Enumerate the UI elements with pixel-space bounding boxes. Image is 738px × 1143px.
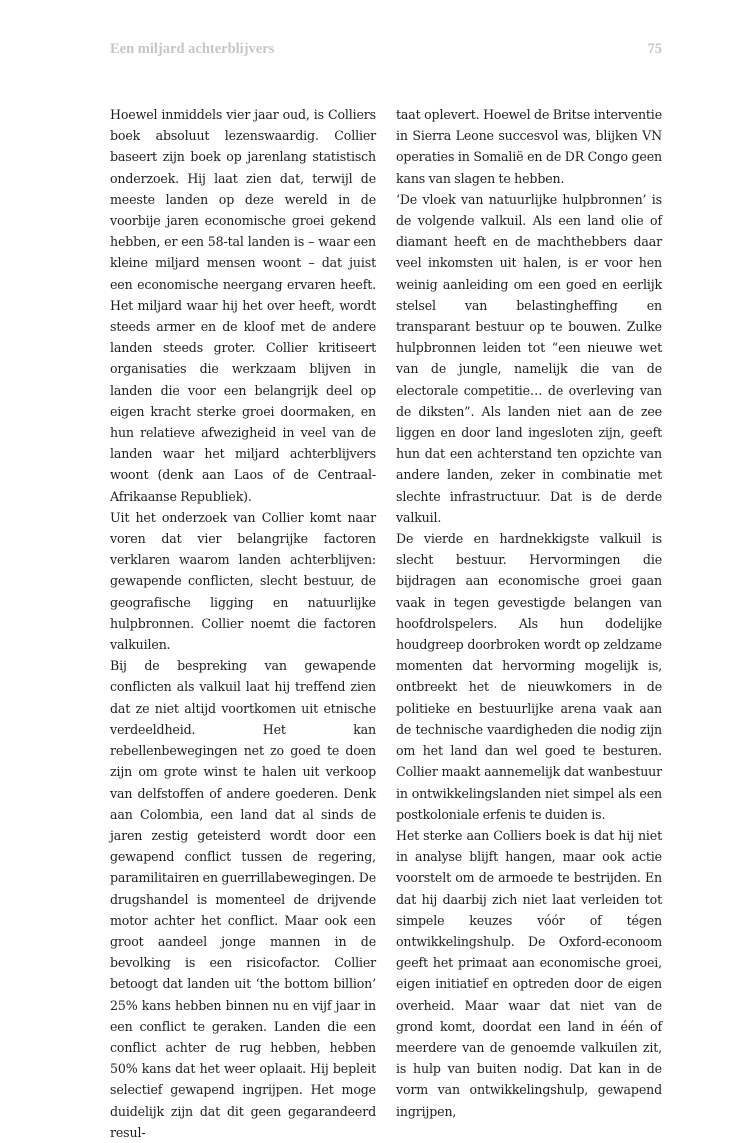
left-column bbox=[110, 104, 376, 1143]
paragraph: Uit het onderzoek van Collier komt naar voren dat vier belangrijke factoren verklaren waarom landen achterblijven: gewapende conflicten, slecht bestuur, de geografische ligging en natuurlijke hulpbronnen. Collier noemt die factoren valkuilen. bbox=[110, 509, 376, 653]
running-title: Een miljard achterblijvers bbox=[110, 41, 275, 57]
running-header bbox=[110, 41, 662, 63]
paragraph: Het sterke aan Colliers boek is dat hij niet in analyse blijft hangen, maar ook actie voorstelt om de armoede te bestrijden. En dat hij daarbij zich niet laat verleiden tot simpele keuzes vóór of tégen ontwikkelingshulp. De Oxford-econoom geeft het primaat aan economische groei, eigen initiatief en optreden door de eigen overheid. Maar waar dat niet van de grond komt, doordat een land in één of meerdere van de genoemde valkuilen zit, is hulp van buiten nodig. Dat kan in de vorm van ontwikkelingshulp, gewapend ingrijpen, bbox=[396, 827, 662, 1119]
paragraph: Bij de bespreking van gewapende conflicten als valkuil laat hij treffend zien dat ze niet altijd voortkomen uit etnische verdeeldheid. Het kan rebellenbewegingen net zo goed te doen zijn om grote winst te halen uit verkoop van delfstoffen of andere goederen. Denk aan Colombia, een land dat al sinds de jaren zestig geteisterd wordt door een gewapend conflict tussen de regering, paramilitairen en guerrillabewegingen. De drugshandel is momenteel de drijvende motor achter het conflict. Maar ook een groot aandeel jonge mannen in de bevolking is een risicofactor. Collier betoogt dat landen uit ‘the bottom billion’ 25% kans hebben binnen nu en vijf jaar in een conflict te geraken. Landen die een conflict achter de rug hebben, hebben 50% kans dat het weer oplaait. Hij bepleit selectief gewapend ingrijpen. Het moge duidelijk zijn dat dit geen gegarandeerd resul- bbox=[110, 658, 376, 1140]
right-column bbox=[396, 104, 662, 1122]
paragraph: Hoewel inmiddels vier jaar oud, is Colliers boek absoluut lezenswaardig. Collier baseert zijn boek op jarenlang statistisch onderzoek. Hij laat zien dat, terwijl de meeste landen op deze wereld in de voorbije jaren economische groei gekend hebben, er een 58-tal landen is – waar een kleine miljard mensen woont – dat juist een economische neergang ervaren heeft. Het miljard waar hij het over heeft, wordt steeds armer en de kloof met de andere landen steeds groter. Collier kritiseert organisaties die werkzaam blijven in landen die voor een belangrijk deel op eigen kracht sterke groei doormaken, en hun relatieve afwezigheid in veel van de landen waar het miljard achterblijvers woont (denk aan Laos of de Centraal-Afrikaanse Republiek). bbox=[110, 107, 376, 504]
paragraph: taat oplevert. Hoewel de Britse interventie in Sierra Leone succesvol was, blijken VN operaties in Somalië en de DR Congo geen kans van slagen te hebben. bbox=[396, 107, 662, 186]
paragraph: ‘De vloek van natuurlijke hulpbronnen’ is de volgende valkuil. Als een land olie of diamant heeft en de machthebbers daar veel inkomsten uit halen, is er voor hen weinig aanleiding om een goed en eerlijk stelsel van belastingheffing en transparant bestuur op te bouwen. Zulke hulpbronnen leiden tot “een nieuwe wet van de jungle, namelijk die van de electorale competitie… de overleving van de diksten”. Als landen niet aan de zee liggen en door land ingesloten zijn, geeft hun dat een achterstand ten opzichte van andere landen, zeker in combinatie met slechte infrastructuur. Dat is de derde valkuil. bbox=[396, 191, 662, 525]
paragraph: De vierde en hardnekkigste valkuil is slecht bestuur. Hervormingen die bijdragen aan economische groei gaan vaak in tegen gevestigde belangen van hoofdrolspelers. Als hun dodelijke houdgreep doorbroken wordt op zeldzame momenten dat hervorming mogelijk is, ontbreekt het de nieuwkomers in de politieke en bestuurlijke arena vaak aan de technische vaardigheden die nodig zijn om het land dan wel goed te besturen. Collier maakt aannemelijk dat wanbestuur in ontwikkelingslanden niet simpel als een postkoloniale erfenis te duiden is. bbox=[396, 531, 662, 822]
page-number: 75 bbox=[647, 41, 662, 57]
